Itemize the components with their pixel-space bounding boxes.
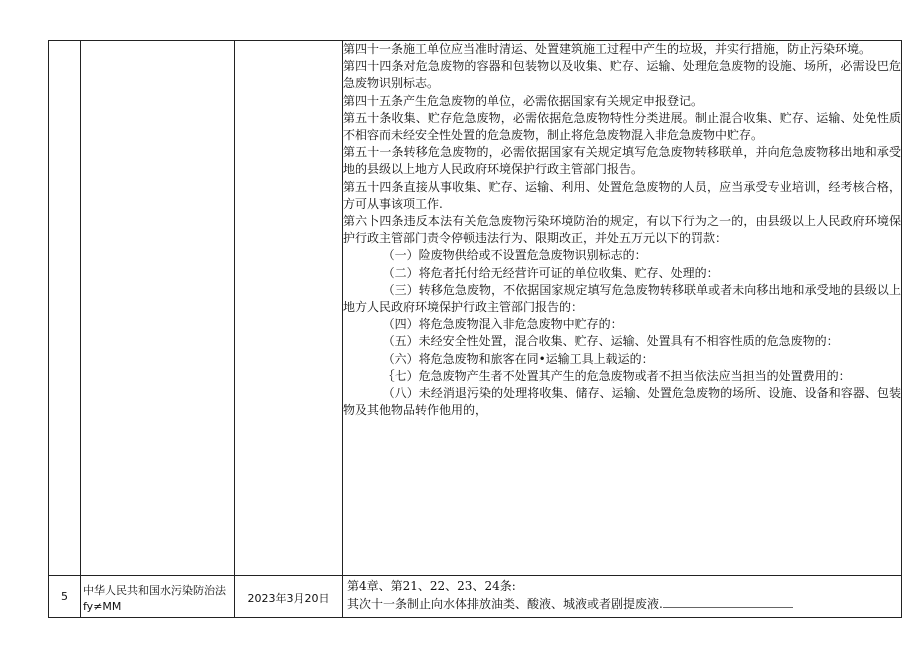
row-number-cell — [49, 41, 81, 576]
requirement-paragraph: 其次十一条制止向水体排放油类、酸液、城液或者剧提废液. — [347, 595, 895, 613]
law-name-cell: 中华人民共和国水污染防治法fy≠MM — [81, 576, 235, 618]
requirement-paragraph: （八）未经消退污染的处理将收集、储存、运输、处置危急废物的场所、设施、设备和容器、包装物及其他物品转作他用的， — [343, 386, 901, 418]
law-name-cell — [81, 41, 235, 576]
regulations-table — [48, 40, 902, 618]
table-row — [49, 576, 902, 618]
date-cell — [235, 41, 343, 576]
requirement-paragraph: （一）险废物供给或不设置危急废物识别标志的： — [382, 248, 647, 263]
requirements-cell — [343, 576, 902, 618]
requirements-cell — [343, 41, 902, 576]
requirement-paragraph: 第五十条收集、贮存危急废物，必需依据危急废物特性分类进展。制止混合收集、贮存、运输、处免性质不相容而未经安全性处置的危急废物，制止将危急废物混入非危急废物中贮存。 — [343, 110, 901, 143]
fill-underline — [663, 595, 793, 608]
requirement-paragraph: 第四十一条施工单位应当准时清运、处置建筑施工过程中产生的垃圾，并实行措施，防止污染环境。 — [343, 42, 872, 56]
requirement-paragraph: （四）将危急废物混入非危急废物中贮存的： — [382, 317, 623, 332]
requirement-paragraph: （六）将危急废物和旅客在同•运输工具上载运的： — [382, 351, 654, 366]
requirement-paragraph: ｛七）危急废物产生者不处置其产生的危急废物或者不担当依法应当担当的处置费用的： — [382, 368, 851, 383]
row-number-cell: 5 — [49, 576, 81, 618]
requirement-paragraph: 第四十五条产生危急废物的单位，必需依据国家有关规定申报登记。 — [343, 93, 704, 108]
requirement-paragraph: 第4章、第21、22、23、24条: — [347, 579, 516, 593]
table-row — [49, 41, 902, 576]
date-cell: 2023年3月20日 — [235, 576, 343, 618]
requirement-paragraph: 第五十四条直接从事收集、贮存、运输、利用、处置危急废物的人员，应当承受专业培训，经考核合格，方可从事该项工作. — [343, 179, 901, 211]
requirement-paragraph: 第六卜四条违反本法有关危急废物污染环境防治的规定，有以下行为之一的，由县级以上人民政府环境保护行政主管部门责令停顿违法行为、限期改正，并处五万元以下的罚款： — [343, 214, 901, 246]
requirement-paragraph: （五）未经安全性处置，混合收集、贮存、运输、处置具有不相容性质的危急废物的： — [382, 334, 839, 349]
requirement-paragraph: 第四十四条对危急废物的容器和包装物以及收集、贮存、运输、处理危急废物的设施、场所，必需设巴危急废物识别标志。 — [343, 59, 901, 91]
requirement-paragraph: （二）将危者托付给无经营许可证的单位收集、贮存、处理的： — [382, 265, 719, 280]
requirement-paragraph: （三）转移危急废物，不依据国家规定填写危急废物转移联单或者未向移出地和承受地的县级以上地方人民政府环境保护行政主管部门报告的： — [343, 282, 901, 315]
requirement-paragraph: 第五十一条转移危急废物的，必需依据国家有关规定填写危急废物转移联单，并向危急废物移出地和承受地的县级以上地方人民政府环境保护行政主管部门报告。 — [343, 145, 901, 177]
